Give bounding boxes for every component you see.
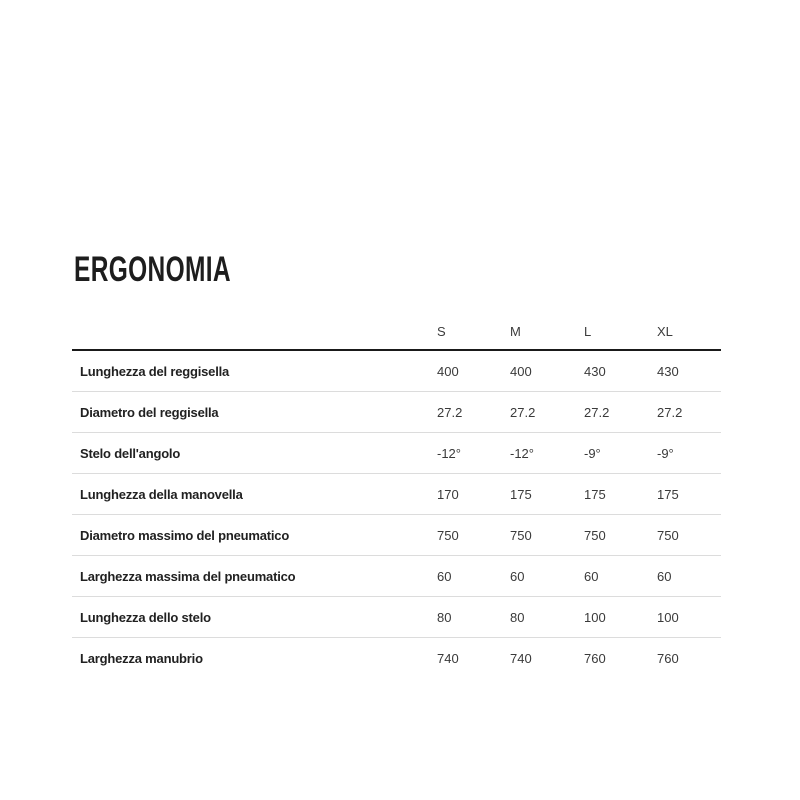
row-label: Larghezza manubrio xyxy=(80,650,203,666)
row-value-s: 740 xyxy=(437,650,459,666)
row-value-s: -12° xyxy=(437,445,461,461)
table-row xyxy=(72,433,721,474)
table-row xyxy=(72,351,721,392)
row-value-l: -9° xyxy=(584,445,601,461)
table-body xyxy=(72,351,721,678)
spec-table xyxy=(72,287,721,678)
row-value-m: 400 xyxy=(510,363,532,379)
row-value-xl: 750 xyxy=(657,527,679,543)
ergonomics-spec-section xyxy=(72,248,721,678)
row-value-l: 60 xyxy=(584,568,599,584)
row-value-m: 740 xyxy=(510,650,532,666)
table-row xyxy=(72,638,721,678)
row-value-xl: 760 xyxy=(657,650,679,666)
row-label: Diametro del reggisella xyxy=(80,404,219,420)
table-row xyxy=(72,556,721,597)
row-label: Stelo dell'angolo xyxy=(80,445,181,461)
row-value-m: 60 xyxy=(510,568,525,584)
row-value-l: 750 xyxy=(584,527,606,543)
row-value-m: -12° xyxy=(510,445,534,461)
row-label: Lunghezza del reggisella xyxy=(80,363,230,379)
row-label: Larghezza massima del pneumatico xyxy=(80,568,296,584)
column-header-xl: XL xyxy=(657,324,673,339)
row-value-l: 175 xyxy=(584,486,606,502)
table-row xyxy=(72,392,721,433)
section-title: ERGONOMIA xyxy=(74,250,231,289)
table-row xyxy=(72,597,721,638)
column-header-s: S xyxy=(437,324,446,339)
row-value-xl: 27.2 xyxy=(657,404,683,420)
row-value-m: 27.2 xyxy=(510,404,536,420)
row-value-xl: -9° xyxy=(657,445,674,461)
row-value-m: 175 xyxy=(510,486,532,502)
row-label: Lunghezza della manovella xyxy=(80,486,243,502)
row-value-s: 170 xyxy=(437,486,459,502)
row-value-s: 60 xyxy=(437,568,452,584)
row-value-m: 750 xyxy=(510,527,532,543)
row-value-xl: 100 xyxy=(657,609,679,625)
row-value-xl: 175 xyxy=(657,486,679,502)
row-value-l: 100 xyxy=(584,609,606,625)
row-value-l: 760 xyxy=(584,650,606,666)
row-value-s: 750 xyxy=(437,527,459,543)
table-row xyxy=(72,474,721,515)
row-value-l: 27.2 xyxy=(584,404,610,420)
row-value-m: 80 xyxy=(510,609,525,625)
row-value-s: 80 xyxy=(437,609,452,625)
table-row xyxy=(72,515,721,556)
column-header-m: M xyxy=(510,324,521,339)
row-value-xl: 430 xyxy=(657,363,679,379)
table-header-row xyxy=(72,287,721,351)
row-value-s: 400 xyxy=(437,363,459,379)
row-value-s: 27.2 xyxy=(437,404,463,420)
row-label: Diametro massimo del pneumatico xyxy=(80,527,290,543)
row-label: Lunghezza dello stelo xyxy=(80,609,211,625)
column-header-l: L xyxy=(584,324,592,339)
row-value-xl: 60 xyxy=(657,568,672,584)
row-value-l: 430 xyxy=(584,363,606,379)
